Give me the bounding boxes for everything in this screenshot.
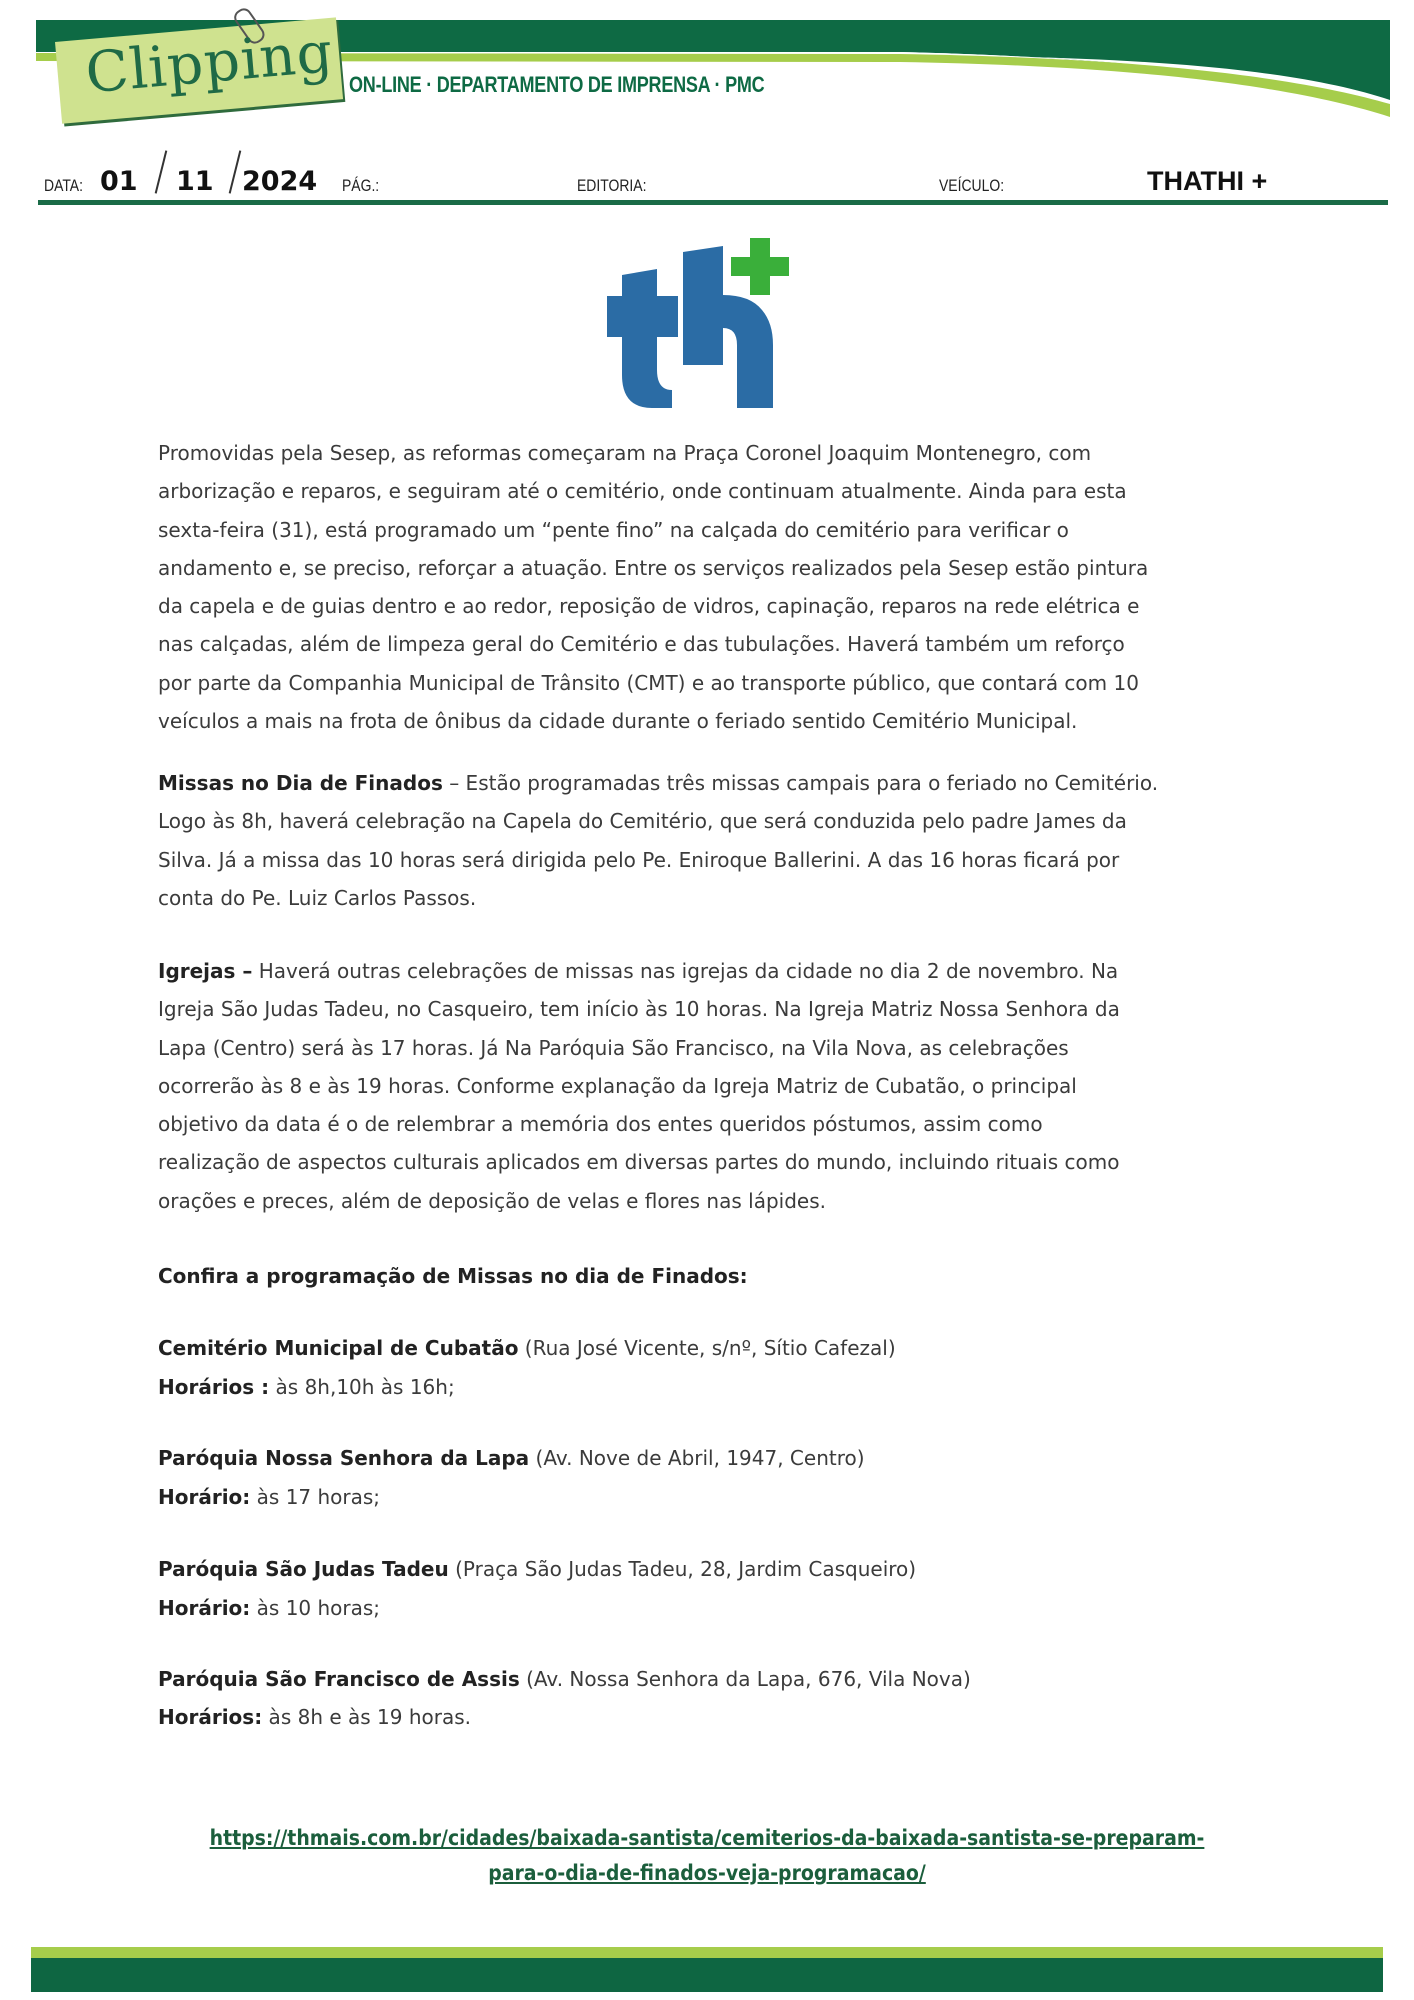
footer-dark-band	[31, 1958, 1383, 1992]
schedule-place	[158, 1336, 896, 1360]
place-address: (Av. Nossa Senhora da Lapa, 676, Vila Nova)	[519, 1667, 971, 1691]
time-label: Horários:	[158, 1705, 263, 1729]
text-line: Lapa (Centro) será às 17 horas. Já Na Paróquia São Francisco, na Vila Nova, as celebrações	[158, 1035, 1069, 1060]
place-address: (Rua José Vicente, s/nº, Sítio Cafezal)	[518, 1336, 896, 1360]
header-divider	[38, 200, 1388, 205]
date-year: 2024	[242, 166, 318, 197]
vehicle-value: THATHI +	[1147, 166, 1268, 196]
clipping-title: Clipping	[83, 19, 336, 107]
place-name: Paróquia São Francisco de Assis	[158, 1667, 520, 1691]
article-paragraph-2	[158, 764, 1258, 917]
text-run: Haverá outras celebrações de missas nas igrejas da cidade no dia 2 de novembro. Na	[252, 959, 1119, 983]
schedule-place	[158, 1557, 916, 1581]
text-line: ocorrerão às 8 e às 19 horas. Conforme explanação da Igreja Matriz de Cubatão, o principal	[158, 1073, 1077, 1098]
place-name: Paróquia São Judas Tadeu	[158, 1557, 449, 1581]
article-paragraph-3	[158, 952, 1258, 1220]
logo-letter-t	[607, 269, 678, 408]
date-separator	[155, 150, 168, 193]
source-link-line-2[interactable]: para-o-dia-de-finados-veja-programacao/	[488, 1861, 926, 1885]
time-value: às 8h e às 19 horas.	[262, 1705, 472, 1729]
schedule-time	[158, 1375, 455, 1399]
schedule-place	[158, 1446, 865, 1470]
place-name: Paróquia Nossa Senhora da Lapa	[158, 1446, 530, 1470]
source-link-line-1[interactable]: https://thmais.com.br/cidades/baixada-santista/cemiterios-da-baixada-santista-se-preparam-	[209, 1826, 1205, 1850]
text-line: Igreja São Judas Tadeu, no Casqueiro, tem início às 10 horas. Na Igreja Matriz Nossa Senhora da	[158, 997, 1120, 1022]
place-address: (Av. Nove de Abril, 1947, Centro)	[529, 1446, 865, 1470]
text-line: sexta-feira (31), está programado um “pente fino” na calçada do cemitério para verificar o	[158, 517, 1069, 542]
schedule-time	[158, 1705, 471, 1729]
time-label: Horário:	[158, 1596, 251, 1620]
editoria-label: EDITORIA:	[577, 176, 647, 195]
footer-light-band	[31, 1947, 1383, 1958]
section-heading: Igrejas –	[158, 959, 253, 983]
place-address: (Praça São Judas Tadeu, 28, Jardim Casqueiro)	[448, 1557, 917, 1581]
section-heading: Missas no Dia de Finados	[158, 771, 443, 795]
text-line: andamento e, se preciso, reforçar a atuação. Entre os serviços realizados pela Sesep estão pintura	[158, 555, 1149, 580]
date-day: 01	[100, 166, 138, 197]
schedule-place	[158, 1667, 971, 1691]
text-line: orações e preces, além de deposição de velas e flores nas lápides.	[158, 1188, 826, 1213]
text-line: por parte da Companhia Municipal de Trânsito (CMT) e ao transporte público, que contará com 10	[158, 670, 1139, 695]
date-separator	[229, 150, 242, 193]
text-line: da capela e de guias dentro e ao redor, reposição de vidros, capinação, reparos na rede elétrica e	[158, 594, 1140, 619]
time-label: Horários :	[158, 1375, 270, 1399]
text-run: – Estão programadas três missas campais para o feriado no Cemitério.	[442, 771, 1159, 795]
vehicle-label: VEÍCULO:	[939, 176, 1005, 195]
time-label: Horário:	[158, 1485, 251, 1509]
place-name: Cemitério Municipal de Cubatão	[158, 1336, 519, 1360]
text-line: veículos a mais na frota de ônibus da cidade durante o feriado sentido Cemitério Municipal.	[158, 709, 1078, 734]
text-line: conta do Pe. Luiz Carlos Passos.	[158, 885, 477, 910]
thmais-logo	[600, 220, 810, 410]
text-line: Promovidas pela Sesep, as reformas começaram na Praça Coronel Joaquim Montenegro, com	[158, 441, 1092, 465]
text-line: nas calçadas, além de limpeza geral do Cemitério e das tubulações. Haverá também um reforço	[158, 632, 1125, 657]
text-line: Logo às 8h, haverá celebração na Capela do Cemitério, que será conduzida pelo padre James da	[158, 809, 1127, 834]
schedule-time	[158, 1596, 380, 1620]
schedule-title-text: Confira a programação de Missas no dia de Finados:	[158, 1264, 748, 1288]
text-line: Silva. Já a missa das 10 horas será dirigida pelo Pe. Eniroque Ballerini. A das 16 horas ficará por	[158, 847, 1120, 872]
article-paragraph-1	[158, 434, 1258, 740]
text-line: objetivo da data é o de relembrar a memória dos entes queridos póstumos, assim como	[158, 1112, 1043, 1137]
date-label: DATA:	[44, 176, 83, 195]
time-value: às 10 horas;	[250, 1596, 381, 1620]
plus-icon	[731, 238, 789, 295]
time-value: às 17 horas;	[250, 1485, 381, 1509]
text-line	[158, 952, 1258, 990]
time-value: às 8h,10h às 16h;	[269, 1375, 455, 1399]
date-month: 11	[176, 166, 214, 197]
page-label: PÁG.:	[342, 176, 380, 195]
department-title: ON-LINE · DEPARTAMENTO DE IMPRENSA · PMC	[349, 72, 765, 97]
text-line	[158, 764, 1258, 802]
schedule-time	[158, 1485, 380, 1509]
schedule-title	[158, 1264, 748, 1288]
text-line: arborização e reparos, e seguiram até o cemitério, onde continuam atualmente. Ainda para esta	[158, 479, 1127, 504]
text-line: realização de aspectos culturais aplicados em diversas partes do mundo, incluindo rituais como	[158, 1150, 1120, 1175]
